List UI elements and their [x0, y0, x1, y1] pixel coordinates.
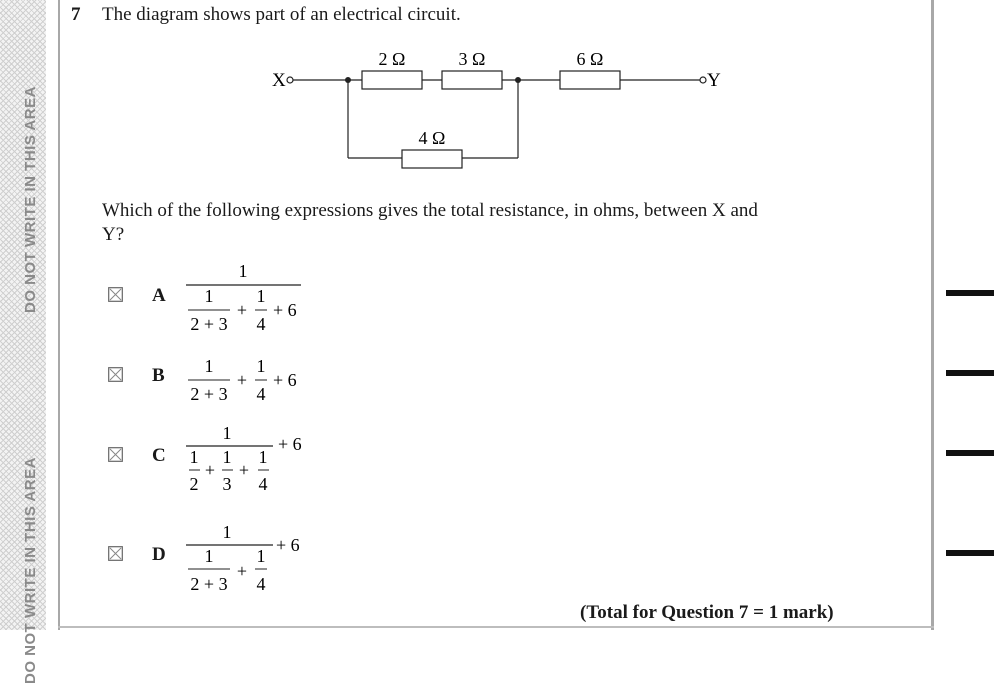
- plus-sign: +: [204, 460, 216, 480]
- option-d-expression: [180, 517, 320, 599]
- denominator: 4: [258, 474, 268, 494]
- resistor-label-3ohm: 3 Ω: [458, 49, 486, 69]
- option-c-expression: [180, 418, 320, 500]
- resistor-label-2ohm: 2 Ω: [378, 49, 406, 69]
- plus-sign: +: [236, 561, 248, 581]
- terminal-y-label: Y: [707, 70, 721, 91]
- plus-six: + 6: [273, 300, 297, 320]
- numerator: 1: [256, 286, 266, 306]
- numerator: 1: [256, 356, 266, 376]
- resistor-label-4ohm: 4 Ω: [418, 128, 446, 148]
- checkbox-d[interactable]: [108, 546, 123, 561]
- checkbox-c[interactable]: [108, 447, 123, 462]
- numerator: 1: [256, 546, 266, 566]
- denominator: 4: [256, 574, 266, 594]
- margin-tick: [946, 450, 994, 456]
- plus-six: + 6: [278, 434, 302, 454]
- left-border-rule: [58, 0, 60, 630]
- numerator: 1: [204, 356, 214, 376]
- checkbox-a[interactable]: [108, 287, 123, 302]
- option-letter-a: A: [152, 285, 166, 306]
- numerator: 1: [222, 522, 232, 542]
- plus-sign: +: [236, 300, 248, 320]
- margin-tick: [946, 370, 994, 376]
- numerator: 1: [204, 546, 214, 566]
- question-number: 7: [71, 4, 81, 25]
- total-marks: (Total for Question 7 = 1 mark): [580, 602, 834, 623]
- option-b-expression: [180, 350, 320, 410]
- margin-tick: [946, 290, 994, 296]
- checkbox-b[interactable]: [108, 367, 123, 382]
- denominator: 3: [222, 474, 232, 494]
- margin-warning-lower: DO NOT WRITE IN THIS AREA: [22, 457, 39, 684]
- right-border-rule: [931, 0, 934, 630]
- plus-sign: +: [236, 370, 248, 390]
- margin-warning-upper: DO NOT WRITE IN THIS AREA: [22, 86, 39, 313]
- numerator: 1: [222, 447, 232, 467]
- margin-tick: [946, 550, 994, 556]
- denominator: 2: [189, 474, 199, 494]
- option-letter-d: D: [152, 544, 166, 565]
- plus-sign: +: [238, 460, 250, 480]
- denominator: 4: [256, 384, 266, 404]
- numerator: 1: [204, 286, 214, 306]
- option-a-expression: [180, 258, 320, 340]
- question-prompt: Which of the following expressions gives the total resistance, in ohms, between X and Y?: [102, 200, 758, 245]
- bottom-border-rule: [58, 626, 934, 628]
- denominator: 4: [256, 314, 266, 334]
- numerator: 1: [222, 423, 232, 443]
- option-letter-c: C: [152, 445, 166, 466]
- denominator: 2 + 3: [190, 574, 228, 594]
- denominator: 2 + 3: [190, 314, 228, 334]
- numerator: 1: [189, 447, 199, 467]
- resistor-label-6ohm: 6 Ω: [576, 49, 604, 69]
- numerator: 1: [238, 261, 248, 281]
- terminal-x-label: X: [272, 70, 286, 91]
- circuit-diagram: [260, 40, 730, 170]
- plus-six: + 6: [273, 370, 297, 390]
- denominator: 2 + 3: [190, 384, 228, 404]
- plus-six: + 6: [276, 535, 300, 555]
- option-letter-b: B: [152, 365, 165, 386]
- question-intro: The diagram shows part of an electrical circuit.: [102, 4, 461, 25]
- numerator: 1: [258, 447, 268, 467]
